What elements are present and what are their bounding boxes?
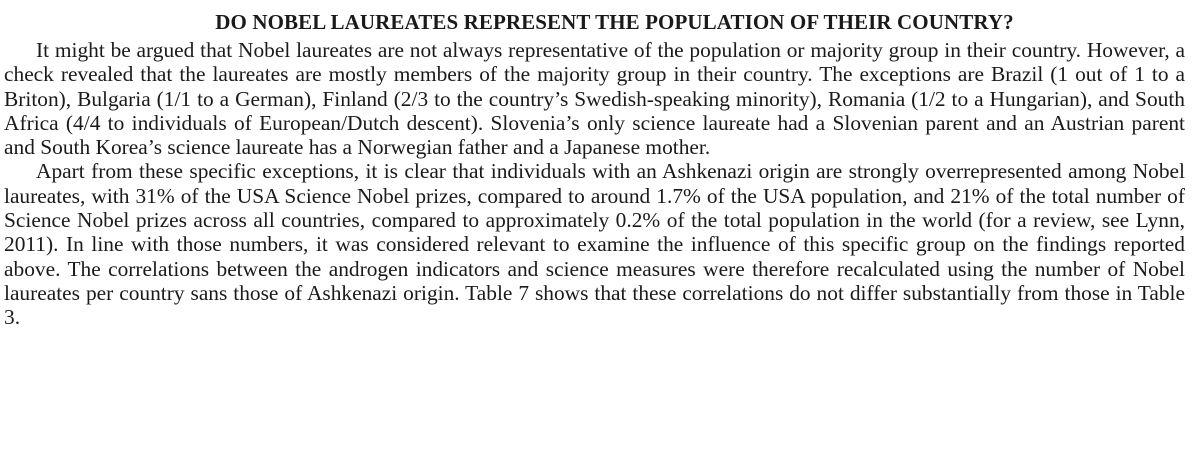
body-paragraph-1: It might be argued that Nobel laureates are not always representative of the population or majority group in their country. However, a check revealed that the laureates are mostly members of the majority group in their country. The exceptions are Brazil (1 out of 1 to a Briton), Bulgaria (1/1 to a German), Finland (2/3 to the country’s Swedish-speaking minority), Romania (1/2 to a Hungarian), and South Africa (4/4 to individuals of European/Dutch descent). Slovenia’s only science laureate had a Slovenian parent and an Austrian parent and South Korea’s science laureate has a Norwegian father and a Japanese mother.: [4, 38, 1185, 160]
body-paragraph-2: Apart from these specific exceptions, it is clear that individuals with an Ashkenazi origin are strongly overrepresented among Nobel laureates, with 31% of the USA Science Nobel prizes, compared to around 1.7% of the USA population, and 21% of the total number of Science Nobel prizes across all countries, compared to approximately 0.2% of the total population in the world (for a review, see Lynn, 2011). In line with those numbers, it was considered relevant to examine the influence of this specific group on the findings reported above. The correlations between the androgen indicators and science measures were therefore recalculated using the number of Nobel laureates per country sans those of Ashkenazi origin. Table 7 shows that these correlations do not differ substantially from those in Table 3.: [4, 159, 1185, 330]
document-page: [4, 10, 1185, 330]
section-heading: DO NOBEL LAUREATES REPRESENT THE POPULATION OF THEIR COUNTRY?: [215, 10, 1014, 34]
